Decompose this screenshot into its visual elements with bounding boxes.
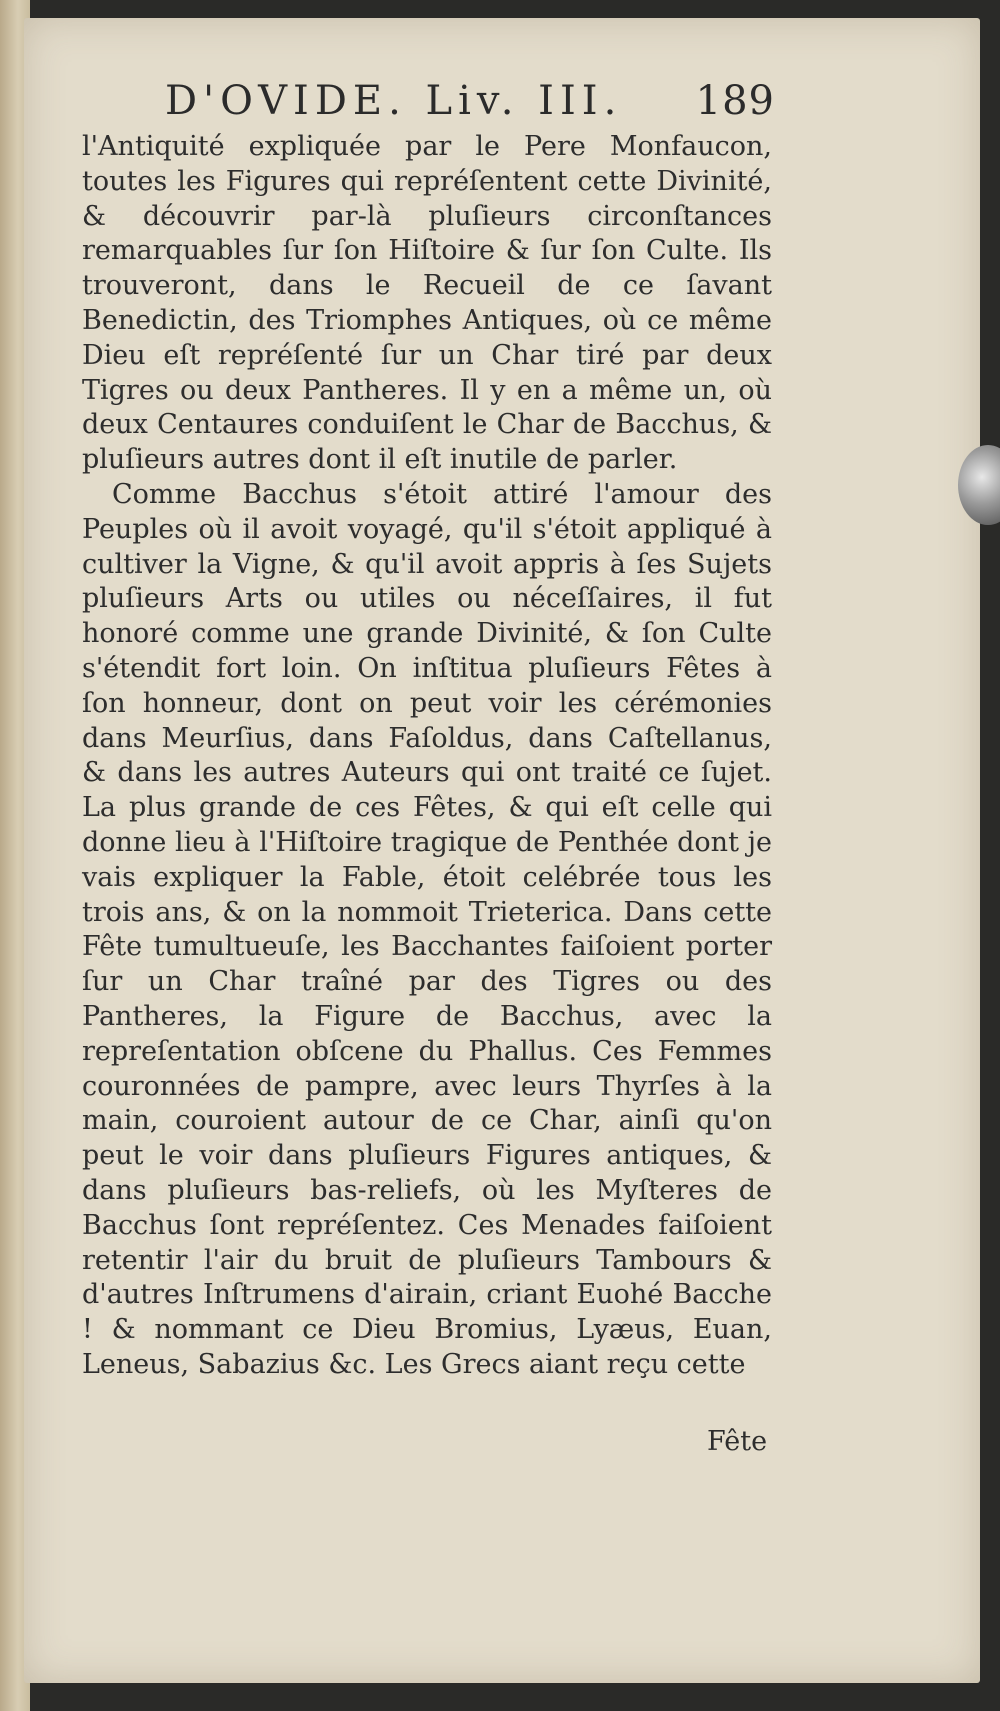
body-text <box>82 130 772 1383</box>
paragraph-2: Comme Bacchus s'étoit attiré l'amour des Peuples où il avoit voyagé, qu'il s'étoit appliqué à cultiver la Vigne, & qu'il avoit appris à ſes Sujets pluſieurs Arts ou utiles ou néceſſaires, il fut honoré comme une grande Divinité, & ſon Culte s'étendit fort loin. On inſtitua pluſieurs Fêtes à ſon honneur, dont on peut voir les cérémonies dans Meurſius, dans Faſoldus, dans Caſtellanus, & dans les autres Auteurs qui ont traité ce ſujet. La plus grande de ces Fêtes, & qui eſt celle qui donne lieu à l'Hiſtoire tragique de Penthée dont je vais expliquer la Fable, étoit celébrée tous les trois ans, & on la nommoit Trieterica. Dans cette Fête tumultueuſe, les Bacchantes faiſoient porter ſur un Char traîné par des Tigres ou des Pantheres, la Figure de Bacchus, avec la repreſentation obſcene du Phallus. Ces Femmes couronnées de pampre, avec leurs Thyrſes à la main, couroient autour de ce Char, ainſi qu'on peut le voir dans pluſieurs Figures antiques, & dans pluſieurs bas-reliefs, où les Myſteres de Bacchus ſont repréſentez. Ces Menades faiſoient retentir l'air du bruit de pluſieurs Tambours & d'autres Inſtrumens d'airain, criant Euohé Bacche ! & nommant ce Dieu Bromius, Lyæus, Euan, Leneus, Sabazius &c. Les Grecs aiant reçu cette <box>82 478 772 1380</box>
paragraph-1: l'Antiquité expliquée par le Pere Monfaucon, toutes les Figures qui repréſentent cette Divinité, & découvrir par-là pluſieurs circonſtances remarquables ſur ſon Hiſtoire & ſur ſon Culte. Ils trouveront, dans le Recueil de ce ſavant Benedictin, des Triomphes Antiques, où ce même Dieu eſt repréſenté ſur un Char tiré par deux Tigres ou deux Pantheres. Il y en a même un, où deux Centaures conduiſent le Char de Bacchus, & pluſieurs autres dont il eſt inutile de parler. <box>82 131 772 476</box>
catchword: Fête <box>707 1426 768 1457</box>
running-title: D'OVIDE. Liv. III. <box>165 78 623 124</box>
page-number: 189 <box>695 78 775 124</box>
page-header <box>165 78 775 128</box>
